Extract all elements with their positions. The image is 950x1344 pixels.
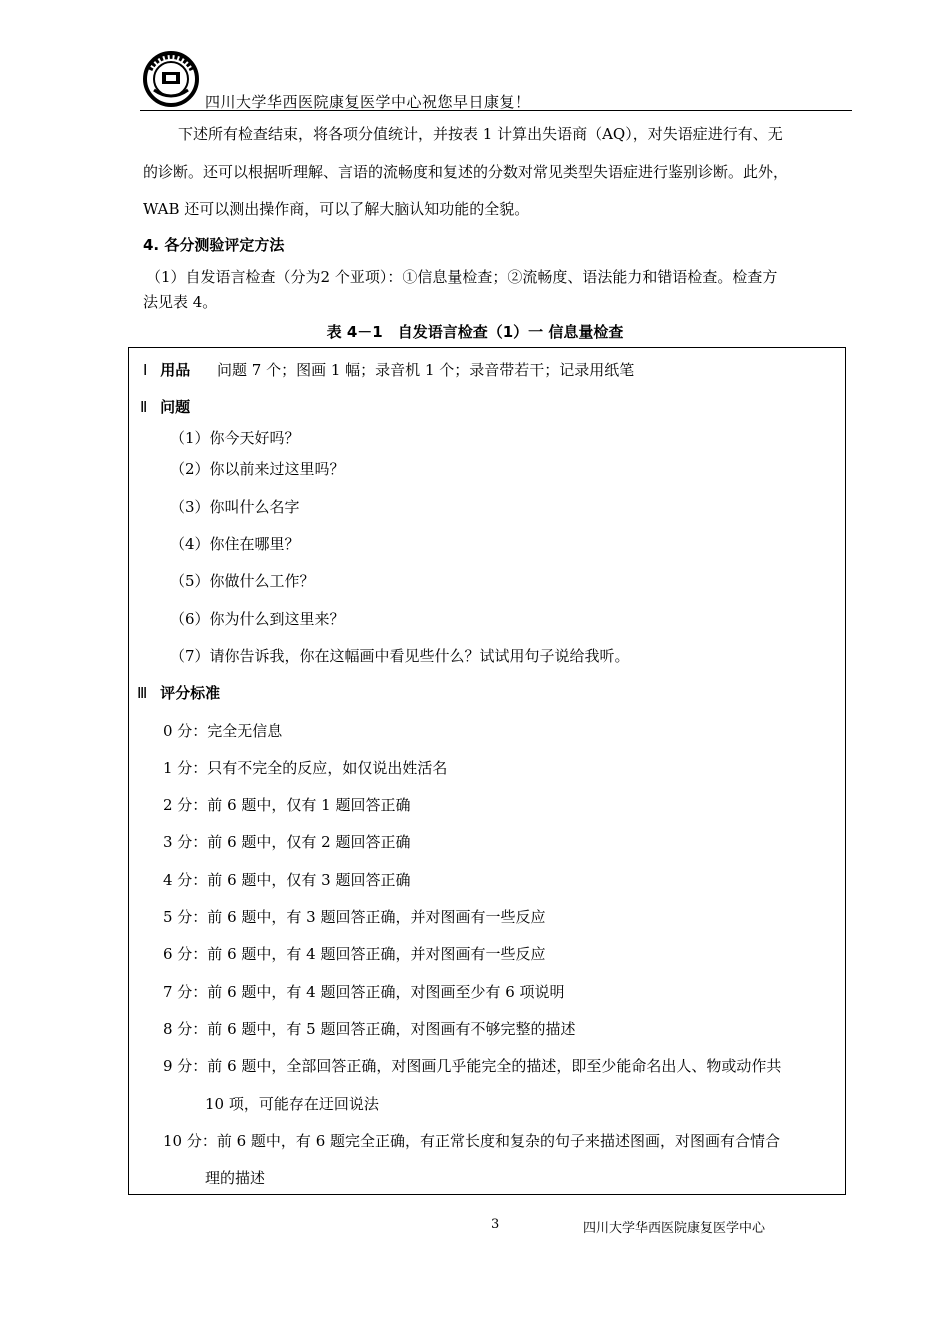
question-item: （6）你为什么到这里来？ <box>170 610 345 628</box>
header-divider <box>140 110 852 111</box>
criteria-item-continued: 理的描述 <box>205 1169 266 1187</box>
question-item: （1）你今天好吗？ <box>170 429 300 447</box>
criteria-number: Ⅲ <box>137 684 148 702</box>
items-text: 问题 7 个；图画 1 幅；录音机 1 个；录音带若干；记录用纸笔 <box>217 361 635 379</box>
hospital-seal-logo <box>140 50 202 108</box>
criteria-heading <box>137 683 220 703</box>
criteria-item: 8 分：前 6 题中，有 5 题回答正确，对图画有不够完整的描述 <box>163 1020 576 1038</box>
table-title: 表 4－1 自发语言检查（1）一 信息量检查 <box>326 323 624 341</box>
intro-line-3: WAB 还可以测出操作商，可以了解大脑认知功能的全貌。 <box>143 200 530 218</box>
section-line-2: 法见表 4。 <box>143 293 218 311</box>
questions-number: Ⅱ <box>140 398 148 416</box>
section-line-1: （1）自发语言检查（分为2 个亚项）：①信息量检查；②流畅度、语法能力和错语检查。检查方 <box>146 268 778 286</box>
criteria-item: 3 分：前 6 题中，仅有 2 题回答正确 <box>163 833 411 851</box>
footer-org: 四川大学华西医院康复医学中心 <box>583 1221 766 1236</box>
question-item: （2）你以前来过这里吗？ <box>170 460 345 478</box>
items-label: 用品 <box>160 361 191 379</box>
criteria-item: 9 分：前 6 题中，全部回答正确，对图画几乎能完全的描述，即至少能命名出人、物或动作共 <box>163 1057 782 1075</box>
page-number: 3 <box>491 1217 500 1232</box>
criteria-item: 10 分：前 6 题中，有 6 题完全正确，有正常长度和复杂的句子来描述图画，对图画有合情合 <box>163 1132 781 1150</box>
criteria-item: 5 分：前 6 题中，有 3 题回答正确，并对图画有一些反应 <box>163 908 546 926</box>
criteria-item: 2 分：前 6 题中，仅有 1 题回答正确 <box>163 796 411 814</box>
question-item: （5）你做什么工作？ <box>170 572 315 590</box>
criteria-item: 1 分：只有不完全的反应，如仅说出姓活名 <box>163 759 448 777</box>
question-item: （4）你住在哪里？ <box>170 535 300 553</box>
questions-label: 问题 <box>160 398 191 416</box>
header-title: 四川大学华西医院康复医学中心祝您早日康复！ <box>205 93 531 111</box>
criteria-label: 评分标准 <box>160 684 221 702</box>
criteria-item: 4 分：前 6 题中，仅有 3 题回答正确 <box>163 871 411 889</box>
question-item: （3）你叫什么名字 <box>170 498 300 516</box>
questions-heading <box>140 397 190 417</box>
question-item: （7）请你告诉我，你在这幅画中看见些什么？试试用句子说给我听。 <box>170 647 630 665</box>
section-heading: 4. 各分测验评定方法 <box>143 236 285 254</box>
items-number: Ⅰ <box>143 361 148 379</box>
intro-line-2: 的诊断。还可以根据听理解、言语的流畅度和复述的分数对常见类型失语症进行鉴别诊断。此外， <box>143 163 789 181</box>
intro-line-1: 下述所有检查结束，将各项分值统计，并按表 1 计算出失语商（AQ），对失语症进行有、无 <box>178 125 783 143</box>
criteria-item: 6 分：前 6 题中，有 4 题回答正确，并对图画有一些反应 <box>163 945 546 963</box>
items-row <box>143 360 634 380</box>
criteria-item-continued: 10 项，可能存在迂回说法 <box>205 1095 379 1113</box>
criteria-item: 0 分：完全无信息 <box>163 722 283 740</box>
criteria-item: 7 分：前 6 题中，有 4 题回答正确，对图画至少有 6 项说明 <box>163 983 565 1001</box>
